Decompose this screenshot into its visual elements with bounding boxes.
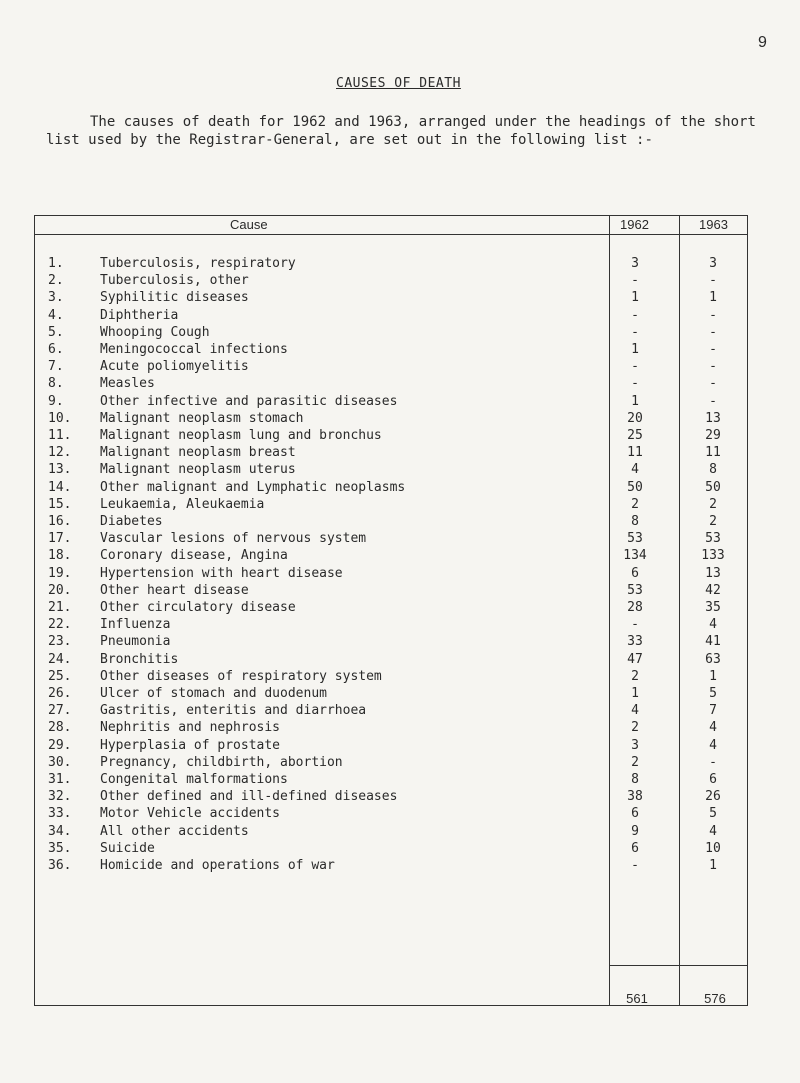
value-1962: 11 <box>627 445 643 461</box>
cause-name: Nephritis and nephrosis <box>100 720 281 736</box>
cause-name: Malignant neoplasm stomach <box>100 410 304 426</box>
table-row <box>48 841 748 858</box>
cause-name: Other malignant and Lymphatic neoplasms <box>100 479 406 495</box>
row-number: 8. <box>48 376 64 392</box>
value-1962: - <box>631 307 639 323</box>
table-row <box>48 376 748 393</box>
value-1963: 29 <box>705 428 721 443</box>
table-row <box>48 531 748 548</box>
value-1963: 53 <box>705 531 721 547</box>
row-number: 11. <box>48 428 72 443</box>
table-row <box>48 824 748 841</box>
cause-name: Syphilitic diseases <box>100 290 249 306</box>
cause-name: Diabetes <box>100 514 163 529</box>
table-row <box>48 720 748 737</box>
value-1962: 1 <box>631 393 639 409</box>
cause-name: Other infective and parasitic diseases <box>100 393 398 409</box>
row-number: 27. <box>48 703 72 719</box>
value-1962: 38 <box>627 789 643 805</box>
value-1963: 133 <box>701 548 725 564</box>
value-1963: 1 <box>709 668 717 684</box>
value-1962: 8 <box>631 772 639 787</box>
cause-name: Gastritis, enteritis and diarrhoea <box>100 703 367 719</box>
value-1962: 6 <box>631 565 639 581</box>
row-number: 17. <box>48 531 72 547</box>
row-number: 12. <box>48 445 72 461</box>
value-1962: 2 <box>631 668 639 684</box>
cause-name: Acute poliomyelitis <box>100 359 249 375</box>
page-title: CAUSES OF DEATH <box>336 76 461 91</box>
value-1962: - <box>631 359 639 375</box>
value-1962: 53 <box>627 531 643 547</box>
value-1962: 1 <box>631 342 639 357</box>
table-row <box>48 428 748 445</box>
table-row <box>48 462 748 479</box>
value-1963: 4 <box>709 737 717 753</box>
table-row <box>48 480 748 497</box>
header-1962: 1962 <box>620 217 649 232</box>
row-number: 20. <box>48 582 72 598</box>
cause-name: Hypertension with heart disease <box>100 565 343 581</box>
row-number: 15. <box>48 496 72 512</box>
value-1962: 4 <box>631 462 639 478</box>
table-row <box>48 703 748 720</box>
table-row <box>48 256 748 273</box>
value-1962: - <box>631 617 639 633</box>
cause-name: Influenza <box>100 617 171 633</box>
row-number: 1. <box>48 256 64 271</box>
cause-name: Hyperplasia of prostate <box>100 737 281 753</box>
value-1962: 134 <box>623 548 647 564</box>
row-number: 25. <box>48 668 72 684</box>
value-1963: - <box>709 273 717 289</box>
value-1962: 53 <box>627 582 643 598</box>
table-row <box>48 342 748 359</box>
value-1963: - <box>709 376 717 392</box>
row-number: 4. <box>48 307 64 323</box>
header-1963: 1963 <box>699 217 728 232</box>
cause-name: Congenital malformations <box>100 772 288 787</box>
row-number: 14. <box>48 479 72 495</box>
row-number: 24. <box>48 651 72 667</box>
table-row <box>48 583 748 600</box>
cause-name: Whooping Cough <box>100 324 210 340</box>
value-1962: 3 <box>631 256 639 271</box>
table-row <box>48 514 748 531</box>
row-number: 22. <box>48 617 72 633</box>
cause-name: Malignant neoplasm breast <box>100 445 296 461</box>
row-number: 7. <box>48 359 64 375</box>
page-number: 9 <box>758 34 767 51</box>
table-row <box>48 394 748 411</box>
cause-name: Meningococcal infections <box>100 342 288 357</box>
value-1963: 50 <box>705 479 721 495</box>
row-number: 33. <box>48 806 72 822</box>
row-number: 13. <box>48 462 72 478</box>
total-1963: 576 <box>704 991 726 1006</box>
table-row <box>48 308 748 325</box>
value-1963: 5 <box>709 806 717 822</box>
cause-name: Pneumonia <box>100 634 171 650</box>
value-1963: - <box>709 393 717 409</box>
value-1962: 8 <box>631 514 639 529</box>
table-row <box>48 411 748 428</box>
value-1963: - <box>709 754 717 770</box>
cause-name: Ulcer of stomach and duodenum <box>100 686 327 701</box>
table-row <box>48 858 748 875</box>
value-1963: 35 <box>705 600 721 615</box>
cause-name: Other diseases of respiratory system <box>100 668 382 684</box>
row-number: 2. <box>48 273 64 289</box>
value-1963: 13 <box>705 410 721 426</box>
value-1963: 3 <box>709 256 717 271</box>
value-1963: - <box>709 307 717 323</box>
value-1962: 1 <box>631 686 639 701</box>
row-number: 34. <box>48 823 72 839</box>
cause-name: Homicide and operations of war <box>100 858 335 873</box>
table-row <box>48 325 748 342</box>
value-1963: 4 <box>709 617 717 633</box>
row-number: 21. <box>48 600 72 615</box>
cause-name: Other defined and ill-defined diseases <box>100 789 398 805</box>
cause-name: Pregnancy, childbirth, abortion <box>100 754 343 770</box>
value-1962: 33 <box>627 634 643 650</box>
row-number: 18. <box>48 548 72 564</box>
header-divider <box>35 234 747 235</box>
value-1962: - <box>631 324 639 340</box>
value-1962: 47 <box>627 651 643 667</box>
row-number: 29. <box>48 737 72 753</box>
table-row <box>48 566 748 583</box>
row-number: 30. <box>48 754 72 770</box>
value-1962: 6 <box>631 806 639 822</box>
value-1963: 2 <box>709 514 717 529</box>
row-number: 32. <box>48 789 72 805</box>
value-1963: 4 <box>709 720 717 736</box>
cause-name: Vascular lesions of nervous system <box>100 531 367 547</box>
value-1963: 2 <box>709 496 717 512</box>
row-number: 19. <box>48 565 72 581</box>
table-row <box>48 273 748 290</box>
value-1962: 2 <box>631 754 639 770</box>
table-row <box>48 600 748 617</box>
value-1962: - <box>631 858 639 873</box>
row-number: 10. <box>48 410 72 426</box>
cause-name: Diphtheria <box>100 307 179 323</box>
value-1962: 2 <box>631 720 639 736</box>
value-1963: - <box>709 359 717 375</box>
cause-name: Leukaemia, Aleukaemia <box>100 496 265 512</box>
row-number: 16. <box>48 514 72 529</box>
cause-name: Coronary disease, Angina <box>100 548 288 564</box>
value-1963: - <box>709 342 717 357</box>
value-1962: 6 <box>631 840 639 856</box>
cause-name: Tuberculosis, respiratory <box>100 256 296 271</box>
value-1962: 2 <box>631 496 639 512</box>
table-row <box>48 445 748 462</box>
row-number: 36. <box>48 858 72 873</box>
header-cause: Cause <box>230 217 268 232</box>
value-1963: 1 <box>709 858 717 873</box>
value-1963: 1 <box>709 290 717 306</box>
value-1963: 8 <box>709 462 717 478</box>
value-1963: 63 <box>705 651 721 667</box>
row-number: 31. <box>48 772 72 787</box>
table-row <box>48 290 748 307</box>
cause-name: All other accidents <box>100 823 249 839</box>
value-1962: 28 <box>627 600 643 615</box>
cause-name: Malignant neoplasm uterus <box>100 462 296 478</box>
row-number: 35. <box>48 840 72 856</box>
intro-paragraph: The causes of death for 1962 and 1963, arranged under the headings of the short list used by the Registrar-General, are set out in the following list :- <box>46 114 756 148</box>
cause-name: Other circulatory disease <box>100 600 296 615</box>
totals-divider <box>609 965 747 966</box>
table-row <box>48 789 748 806</box>
table-row <box>48 755 748 772</box>
value-1963: 26 <box>705 789 721 805</box>
value-1963: - <box>709 324 717 340</box>
cause-name: Tuberculosis, other <box>100 273 249 289</box>
table-row <box>48 497 748 514</box>
cause-name: Bronchitis <box>100 651 179 667</box>
value-1962: 3 <box>631 737 639 753</box>
value-1963: 6 <box>709 772 717 787</box>
row-number: 26. <box>48 686 72 701</box>
value-1963: 4 <box>709 823 717 839</box>
table-row <box>48 738 748 755</box>
cause-name: Malignant neoplasm lung and bronchus <box>100 428 382 443</box>
value-1962: 25 <box>627 428 643 443</box>
value-1962: 1 <box>631 290 639 306</box>
value-1962: - <box>631 376 639 392</box>
value-1962: 4 <box>631 703 639 719</box>
row-number: 3. <box>48 290 64 306</box>
row-number: 9. <box>48 393 64 409</box>
cause-name: Other heart disease <box>100 582 249 598</box>
row-number: 5. <box>48 324 64 340</box>
value-1963: 11 <box>705 445 721 461</box>
value-1962: 9 <box>631 823 639 839</box>
value-1963: 41 <box>705 634 721 650</box>
cause-name: Motor Vehicle accidents <box>100 806 281 822</box>
row-number: 23. <box>48 634 72 650</box>
table-row <box>48 772 748 789</box>
cause-name: Measles <box>100 376 155 392</box>
row-number: 6. <box>48 342 64 357</box>
value-1963: 10 <box>705 840 721 856</box>
value-1963: 5 <box>709 686 717 701</box>
table-row <box>48 652 748 669</box>
total-1962: 561 <box>626 991 648 1006</box>
table-row <box>48 617 748 634</box>
cause-name: Suicide <box>100 840 155 856</box>
value-1962: - <box>631 273 639 289</box>
value-1962: 50 <box>627 479 643 495</box>
value-1963: 42 <box>705 582 721 598</box>
table-row <box>48 548 748 565</box>
value-1963: 7 <box>709 703 717 719</box>
value-1962: 20 <box>627 410 643 426</box>
table-row <box>48 686 748 703</box>
row-number: 28. <box>48 720 72 736</box>
value-1963: 13 <box>705 565 721 581</box>
table-row <box>48 359 748 376</box>
table-row <box>48 634 748 651</box>
table-row <box>48 669 748 686</box>
table-row <box>48 806 748 823</box>
